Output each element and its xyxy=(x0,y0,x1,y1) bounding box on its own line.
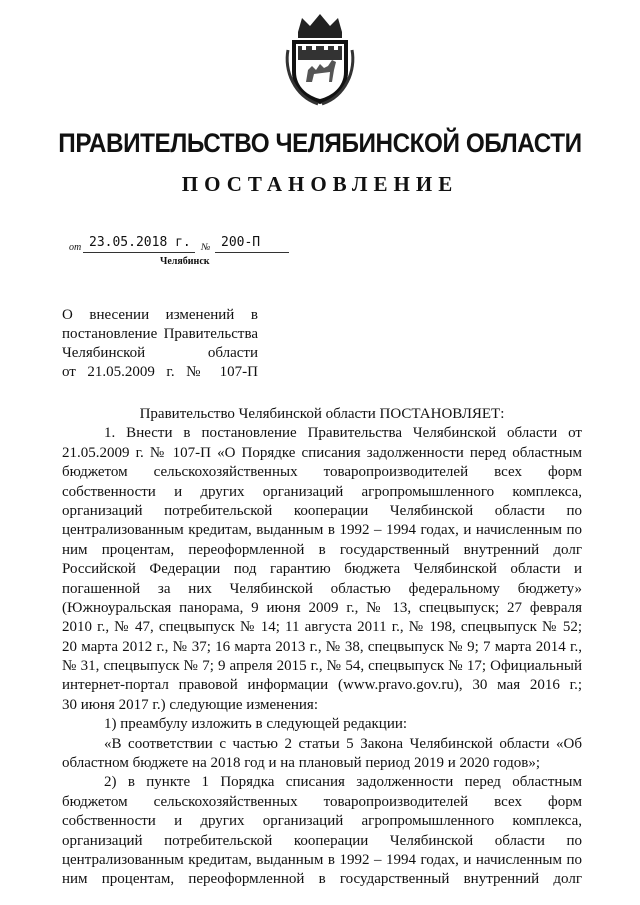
subject-word: области xyxy=(207,345,258,361)
subject-line: от 21.05.2009 г. № 107-П xyxy=(62,364,258,380)
subject-line xyxy=(62,344,258,363)
subject-word: в xyxy=(250,307,258,323)
body-line: 2) в пункте 1 Порядка списания задолженности перед областным xyxy=(104,774,582,791)
document-subject xyxy=(62,306,258,382)
subject-line xyxy=(62,306,258,325)
body-line: интернет-портал правовой информации (www.pravo.gov.ru), 30 мая 2016 г.; xyxy=(62,677,582,694)
body-line: Российской Федерации под гарантию бюджета Челябинской области и xyxy=(62,561,582,578)
subject-word: Правительства xyxy=(163,326,258,342)
body-line: централизованным кредитам, выданным в 1992 – 1994 годах, и начисленным по xyxy=(62,522,582,539)
date-label: от xyxy=(69,242,82,253)
body-line: 2010 г., № 47, спецвыпуск № 14; 11 августа 2011 г., № 198, спецвыпуск № 52; xyxy=(62,619,582,636)
government-title: ПРАВИТЕЛЬСТВО ЧЕЛЯБИНСКОЙ ОБЛАСТИ xyxy=(58,128,582,158)
body-line: централизованным кредитам, выданным в 1992 – 1994 годах, и начисленным по xyxy=(62,851,582,868)
coat-of-arms-emblem xyxy=(284,10,356,106)
subject-word: внесении xyxy=(89,307,150,323)
body-line: Правительство Челябинской области ПОСТАНОВЛЯЕТ: xyxy=(139,406,505,422)
body-line: ним процентам, переоформленной в государственный внутренний долг xyxy=(62,541,582,558)
subject-line xyxy=(62,325,258,344)
body-line: 20 марта 2012 г., № 37; 16 марта 2013 г., № 38, спецвыпуск № 9; 7 марта 2014 г., xyxy=(62,638,582,655)
body-line: погашенной за них Челябинской областью федеральному бюджету» xyxy=(62,580,582,597)
body-line: «В соответствии с частью 2 статьи 5 Закона Челябинской области «Об xyxy=(104,735,582,752)
body-line: областном бюджете на 2018 год и на плановый период 2019 и 2020 годов»; xyxy=(62,755,541,772)
city-name: Челябинск xyxy=(160,256,210,267)
body-line: организаций потребительской кооперации Челябинской области по xyxy=(62,832,582,849)
body-line: 21.05.2009 г. № 107-П «О Порядке списания задолженности перед областным xyxy=(62,444,582,461)
body-line: собственности и других организаций агропромышленного комплекса, xyxy=(62,813,582,830)
body-line: бюджетом сельскохозяйственных товаропроизводителей всех форм xyxy=(62,793,582,810)
subject-word: О xyxy=(62,307,73,323)
date-underline xyxy=(83,252,195,253)
subject-word: изменений xyxy=(165,307,235,323)
body-line: 1) преамбулу изложить в следующей редакции: xyxy=(104,716,408,733)
body-line: организаций потребительской кооперации Челябинской области по xyxy=(62,502,582,519)
subject-word: постановление xyxy=(62,326,158,342)
subject-word: Челябинской xyxy=(62,345,146,361)
body-line: ним процентам, переоформленной в государственный внутренний долг xyxy=(62,871,582,888)
body-line: 30 июня 2017 г.) следующие изменения: xyxy=(62,696,318,713)
number-label: № xyxy=(201,242,211,253)
document-body xyxy=(62,405,582,890)
document-kind: ПОСТАНОВЛЕНИЕ xyxy=(181,172,459,196)
document-date: 23.05.2018 г. xyxy=(89,235,191,250)
body-line: бюджетом сельскохозяйственных товаропроизводителей всех форм xyxy=(62,464,582,481)
body-line: 1. Внести в постановление Правительства Челябинской области от xyxy=(104,425,582,442)
number-underline xyxy=(215,252,289,253)
body-line: № 31, спецвыпуск № 7; 9 апреля 2015 г., № 54, спецвыпуск № 17; Официальный xyxy=(62,658,582,675)
document-number: 200-П xyxy=(221,235,261,250)
document-meta xyxy=(69,232,289,258)
body-line: собственности и других организаций агропромышленного комплекса, xyxy=(62,483,582,500)
body-line: (Южноуральская панорама, 9 июня 2009 г., № 13, спецвыпуск; 27 февраля xyxy=(62,599,582,616)
